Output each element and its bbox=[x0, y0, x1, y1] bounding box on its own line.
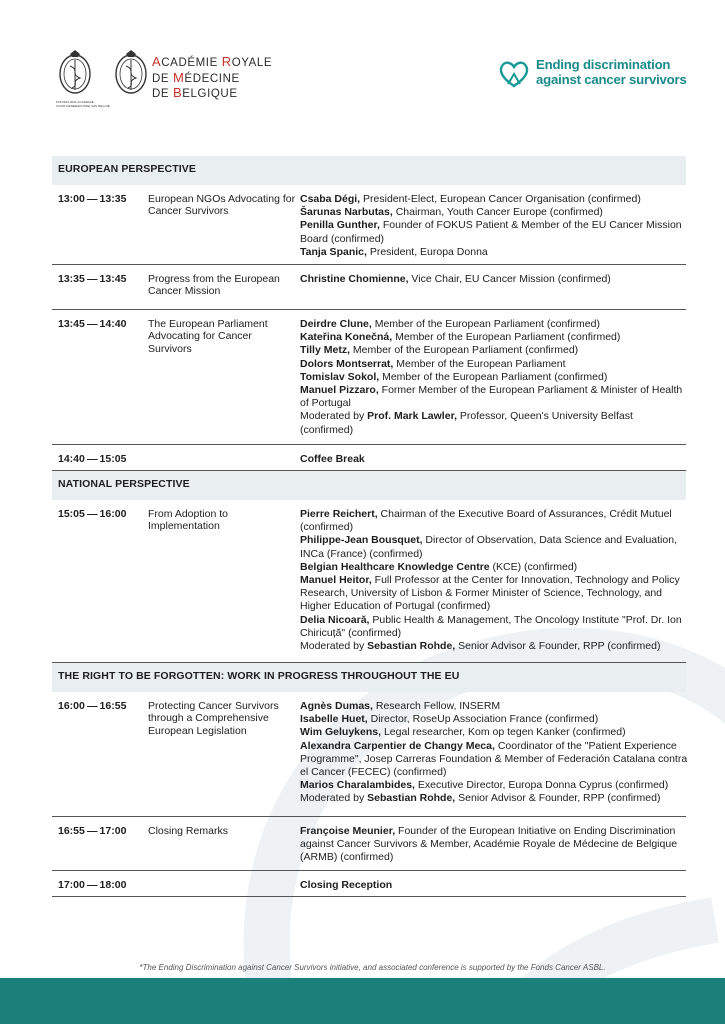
moderator-entry: Moderated by Sebastian Rohde, Senior Advisor & Founder, RPP (confirmed) bbox=[300, 792, 661, 805]
session-row bbox=[52, 265, 686, 310]
session-row bbox=[52, 871, 686, 897]
speaker-list bbox=[300, 193, 688, 259]
moderator-entry: Moderated by Prof. Mark Lawler, Professor, Queen's University Belfast (confirmed) bbox=[300, 410, 633, 436]
session-time: 13:00 — 13:35 bbox=[58, 193, 127, 205]
footer-band bbox=[0, 978, 725, 1024]
speaker-list bbox=[300, 273, 688, 286]
session-time: 14:40 — 15:05 bbox=[58, 453, 127, 465]
session-topic: European NGOs Advocating for Cancer Survivors bbox=[148, 193, 296, 218]
speaker-list bbox=[300, 508, 688, 653]
session-row bbox=[52, 185, 686, 265]
speaker-entry: Tanja Spanic, President, Europa Donna bbox=[300, 245, 488, 258]
speaker-entry: Pierre Reichert, Chairman of the Executive Board of Assurances, Crédit Mutuel (confirmed) bbox=[300, 508, 672, 534]
session-topic: From Adoption to Implementation bbox=[148, 508, 228, 533]
speaker-list bbox=[300, 879, 688, 892]
speaker-entry: Penilla Gunther, Founder of FOKUS Patient & Member of the EU Cancer Mission Board (confirmed) bbox=[300, 219, 682, 245]
speaker-entry: Šarunas Narbutas, Chairman, Youth Cancer Europe (confirmed) bbox=[300, 206, 603, 219]
kaggb-name: KONINKLIJKE ACADEMIE VOOR GENEESKUNDE VAN BELGIË bbox=[56, 100, 110, 108]
speaker-entry: Isabelle Huet, Director, RoseUp Association France (confirmed) bbox=[300, 713, 599, 726]
speaker-list bbox=[300, 453, 688, 466]
speaker-entry: Alexandra Carpentier de Changy Meca, Coordinator of the "Patient Experience Programme", Josep Carreras Foundation & Member of Federación Catalana contra el Cancer (FECEC) (confirmed) bbox=[300, 739, 688, 779]
speaker-entry: Agnès Dumas, Research Fellow, INSERM bbox=[300, 700, 501, 712]
armb-name bbox=[152, 55, 272, 102]
session-time: 16:00 — 16:55 bbox=[58, 700, 127, 712]
section-header-european: EUROPEAN PERSPECTIVE bbox=[52, 156, 686, 185]
speaker-entry: Philippe-Jean Bousquet, Director of Observation, Data Science and Evaluation, INCa (France) (confirmed) bbox=[300, 534, 677, 560]
speaker-entry: Kateřina Konečná, Member of the European Parliament (confirmed) bbox=[300, 331, 621, 344]
initiative-name: Ending discrimination against cancer survivors bbox=[536, 57, 687, 87]
session-time: 16:55 — 17:00 bbox=[58, 825, 127, 837]
session-time: 15:05 — 16:00 bbox=[58, 508, 127, 520]
session-topic: Progress from the European Cancer Mission bbox=[148, 273, 280, 298]
kaggb-seal-icon bbox=[58, 48, 92, 96]
reception-label: Closing Reception bbox=[300, 879, 393, 891]
sponsor-footnote: *The Ending Discrimination against Cancer Survivors initiative, and associated conference is supported by the Fonds Cancer ASBL. bbox=[139, 963, 606, 972]
armb-seal-icon bbox=[114, 48, 148, 96]
speaker-entry: Manuel Heitor, Full Professor at the Center for Innovation, Technology and Policy Research, University of Lisbon & Former Minister of Science, Technology, and Higher Education of Portugal (confirmed) bbox=[300, 574, 680, 613]
session-topic: Closing Remarks bbox=[148, 825, 228, 837]
speaker-entry: Wim Geluykens, Legal researcher, Kom op tegen Kanker (confirmed) bbox=[300, 726, 626, 739]
session-topic: Protecting Cancer Survivors through a Comprehensive European Legislation bbox=[148, 700, 279, 737]
speaker-entry: Manuel Pizzaro, Former Member of the European Parliament & Minister of Health of Portugal bbox=[300, 384, 683, 410]
moderator-entry: Moderated by Sebastian Rohde, Senior Advisor & Founder, RPP (confirmed) bbox=[300, 640, 661, 653]
speaker-entry: Tomislav Sokol, Member of the European Parliament (confirmed) bbox=[300, 370, 608, 383]
speaker-list bbox=[300, 700, 688, 806]
break-label: Coffee Break bbox=[300, 453, 365, 465]
session-row bbox=[52, 445, 686, 471]
programme-table bbox=[52, 156, 686, 897]
armb-name-line-3: DE BELGIQUE bbox=[152, 85, 238, 100]
initiative-logo bbox=[498, 58, 688, 94]
speaker-list bbox=[300, 318, 688, 437]
session-topic: The European Parliament Advocating for Cancer Survivors bbox=[148, 318, 268, 355]
speaker-entry: Christine Chomienne, Vice Chair, EU Cancer Mission (confirmed) bbox=[300, 273, 611, 285]
session-time: 17:00 — 18:00 bbox=[58, 879, 127, 891]
session-row bbox=[52, 500, 686, 663]
session-time: 13:35 — 13:45 bbox=[58, 273, 127, 285]
armb-name-line-1: ACADÉMIE ROYALE bbox=[152, 54, 273, 69]
speaker-entry: Françoise Meunier, Founder of the European Initiative on Ending Discrimination against Cancer Survivors & Member, Académie Royale de Médecine de Belgique (ARMB) (confirmed) bbox=[300, 825, 678, 864]
speaker-entry: Marios Charalambides, Executive Director, Europa Donna Cyprus (confirmed) bbox=[300, 779, 669, 792]
speaker-entry: Delia Nicoară, Public Health & Management, The Oncology Institute "Prof. Dr. Ion Chiricuță" (confirmed) bbox=[300, 613, 682, 639]
arm-logo bbox=[56, 48, 286, 118]
section-header-right-to-be-forgotten: THE RIGHT TO BE FORGOTTEN: WORK IN PROGRESS THROUGHOUT THE EU bbox=[52, 663, 686, 692]
heart-ribbon-icon bbox=[498, 60, 530, 88]
session-row bbox=[52, 692, 686, 817]
speaker-entry: Tilly Metz, Member of the European Parliament (confirmed) bbox=[300, 344, 579, 357]
speaker-list bbox=[300, 825, 688, 865]
speaker-entry: Belgian Healthcare Knowledge Centre (KCE) (confirmed) bbox=[300, 560, 578, 573]
session-row bbox=[52, 310, 686, 445]
speaker-entry: Csaba Dégi, President-Elect, European Cancer Organisation (confirmed) bbox=[300, 193, 641, 205]
session-row bbox=[52, 817, 686, 871]
section-header-national: NATIONAL PERSPECTIVE bbox=[52, 471, 686, 500]
speaker-entry: Deirdre Clune, Member of the European Parliament (confirmed) bbox=[300, 318, 600, 330]
session-time: 13:45 — 14:40 bbox=[58, 318, 127, 330]
armb-name-line-2: DE MÉDECINE bbox=[152, 69, 240, 85]
speaker-entry: Dolors Montserrat, Member of the European Parliament bbox=[300, 357, 566, 370]
